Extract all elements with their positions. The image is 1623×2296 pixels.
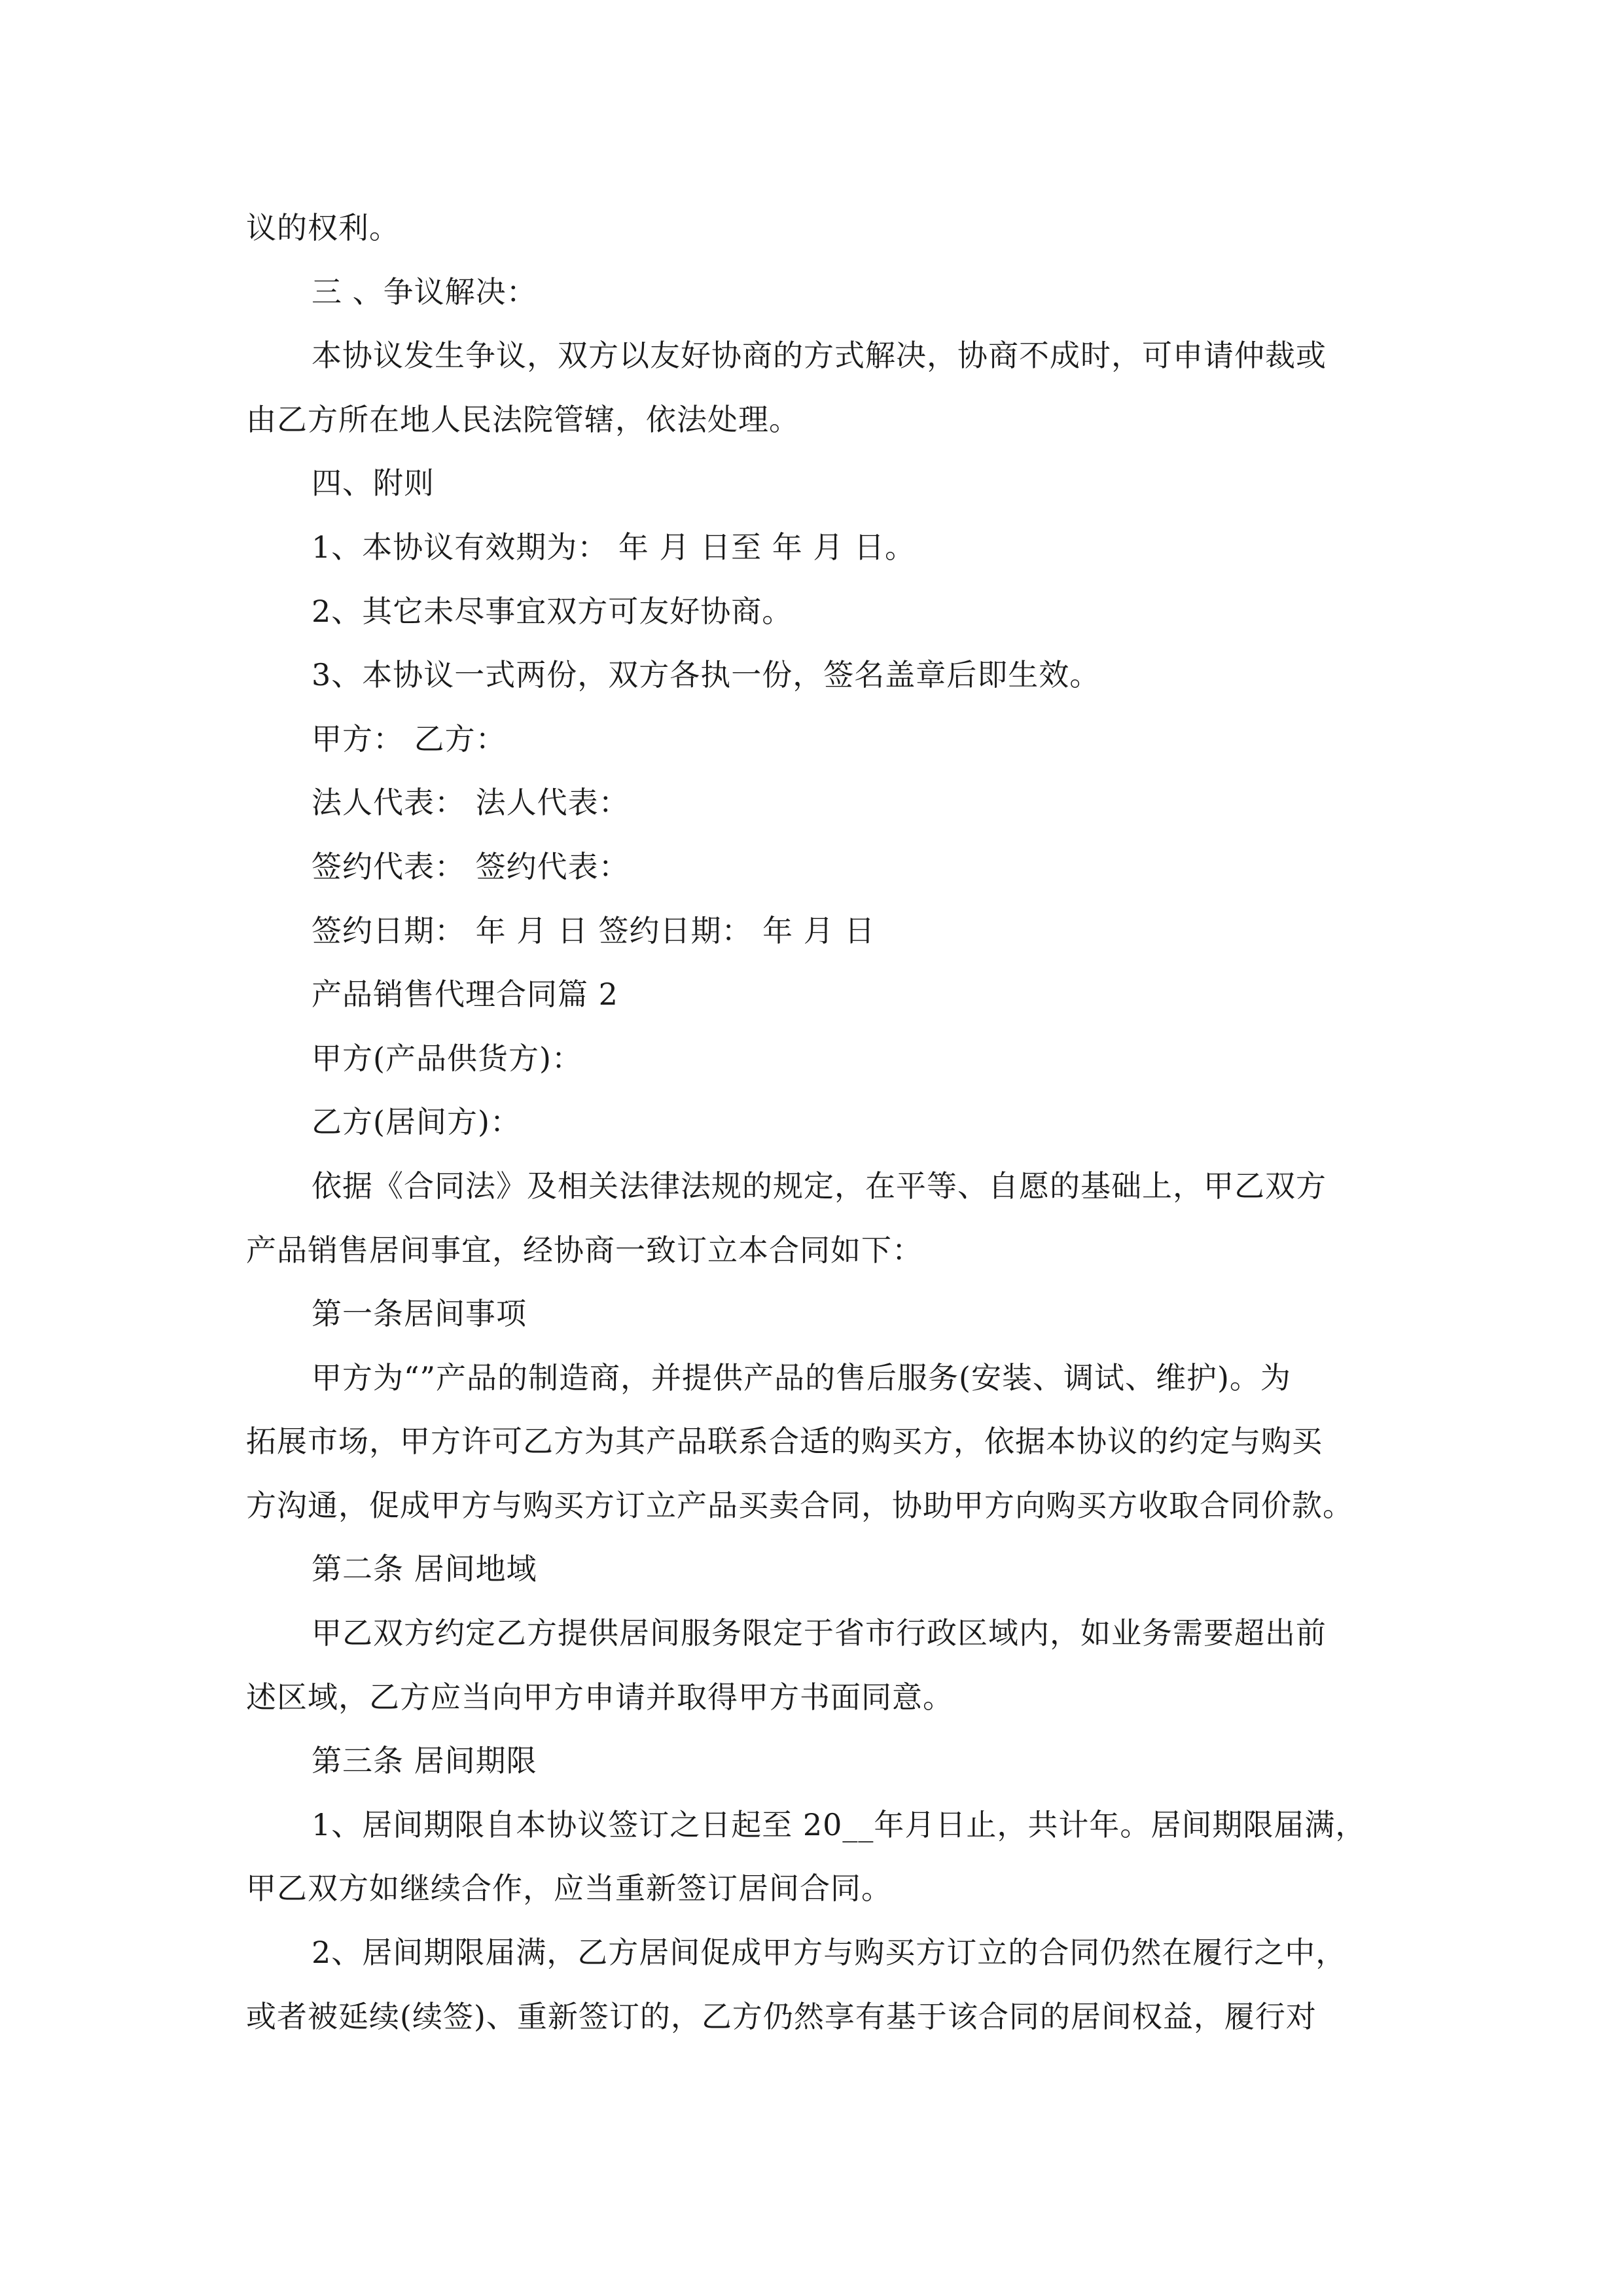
- section-heading-dispute: 三 、争议解决：: [312, 274, 537, 310]
- party-a-label: 甲方(产品供货方)：: [312, 1040, 582, 1076]
- signature-signing-rep: 签约代表： 签约代表：: [312, 848, 630, 884]
- party-b-label: 乙方(居间方)：: [312, 1104, 521, 1140]
- text-line: 3、本协议一式两份，双方各执一份，签名盖章后即生效。: [312, 657, 1101, 693]
- article-heading-2: 第二条 居间地域: [312, 1551, 537, 1587]
- text-line: 甲乙双方如继续合作，应当重新签订居间合同。: [246, 1871, 892, 1907]
- document-subtitle: 产品销售代理合同篇 2: [312, 977, 618, 1013]
- text-line: 甲乙双方约定乙方提供居间服务限定于省市行政区域内，如业务需要超出前: [312, 1615, 1327, 1651]
- text-line: 拓展市场，甲方许可乙方为其产品联系合适的购买方，依据本协议的约定与购买: [246, 1424, 1323, 1460]
- text-line: 甲方为“”产品的制造商，并提供产品的售后服务(安装、调试、维护)。为: [312, 1359, 1291, 1395]
- text-line: 由乙方所在地人民法院管辖，依法处理。: [246, 401, 800, 437]
- text-line: 述区域，乙方应当向甲方申请并取得甲方书面同意。: [246, 1679, 954, 1715]
- document-body: [246, 196, 1385, 2049]
- signature-dates: 签约日期： 年 月 日 签约日期： 年 月 日: [312, 912, 876, 948]
- article-heading-3: 第三条 居间期限: [312, 1743, 537, 1779]
- text-line: 议的权利。: [246, 210, 400, 245]
- text-line: 1、居间期限自本协议签订之日起至 20__年月日止，共计年。居间期限届满，: [312, 1806, 1366, 1842]
- text-line: 依据《合同法》及相关法律法规的规定，在平等、自愿的基础上，甲乙双方: [312, 1168, 1327, 1204]
- text-line: 或者被延续(续签)、重新签订的，乙方仍然享有基于该合同的居间权益，履行对: [246, 1998, 1317, 2034]
- text-line: 2、其它未尽事宜双方可友好协商。: [312, 593, 793, 629]
- section-heading-appendix: 四、附则: [312, 465, 435, 501]
- text-line: 产品销售居间事宜，经协商一致订立本合同如下：: [246, 1232, 923, 1268]
- text-line: 2、居间期限届满，乙方居间促成甲方与购买方订立的合同仍然在履行之中，: [312, 1935, 1347, 1971]
- text-line: 本协议发生争议，双方以友好协商的方式解决，协商不成时，可申请仲裁或: [312, 338, 1327, 374]
- text-line: 方沟通，促成甲方与购买方订立产品买卖合同，协助甲方向购买方收取合同价款。: [246, 1487, 1353, 1523]
- article-heading-1: 第一条居间事项: [312, 1296, 527, 1332]
- signature-parties: 甲方： 乙方：: [312, 721, 507, 757]
- signature-legal-rep: 法人代表： 法人代表：: [312, 785, 630, 821]
- text-line: 1、本协议有效期为： 年 月 日至 年 月 日。: [312, 529, 916, 565]
